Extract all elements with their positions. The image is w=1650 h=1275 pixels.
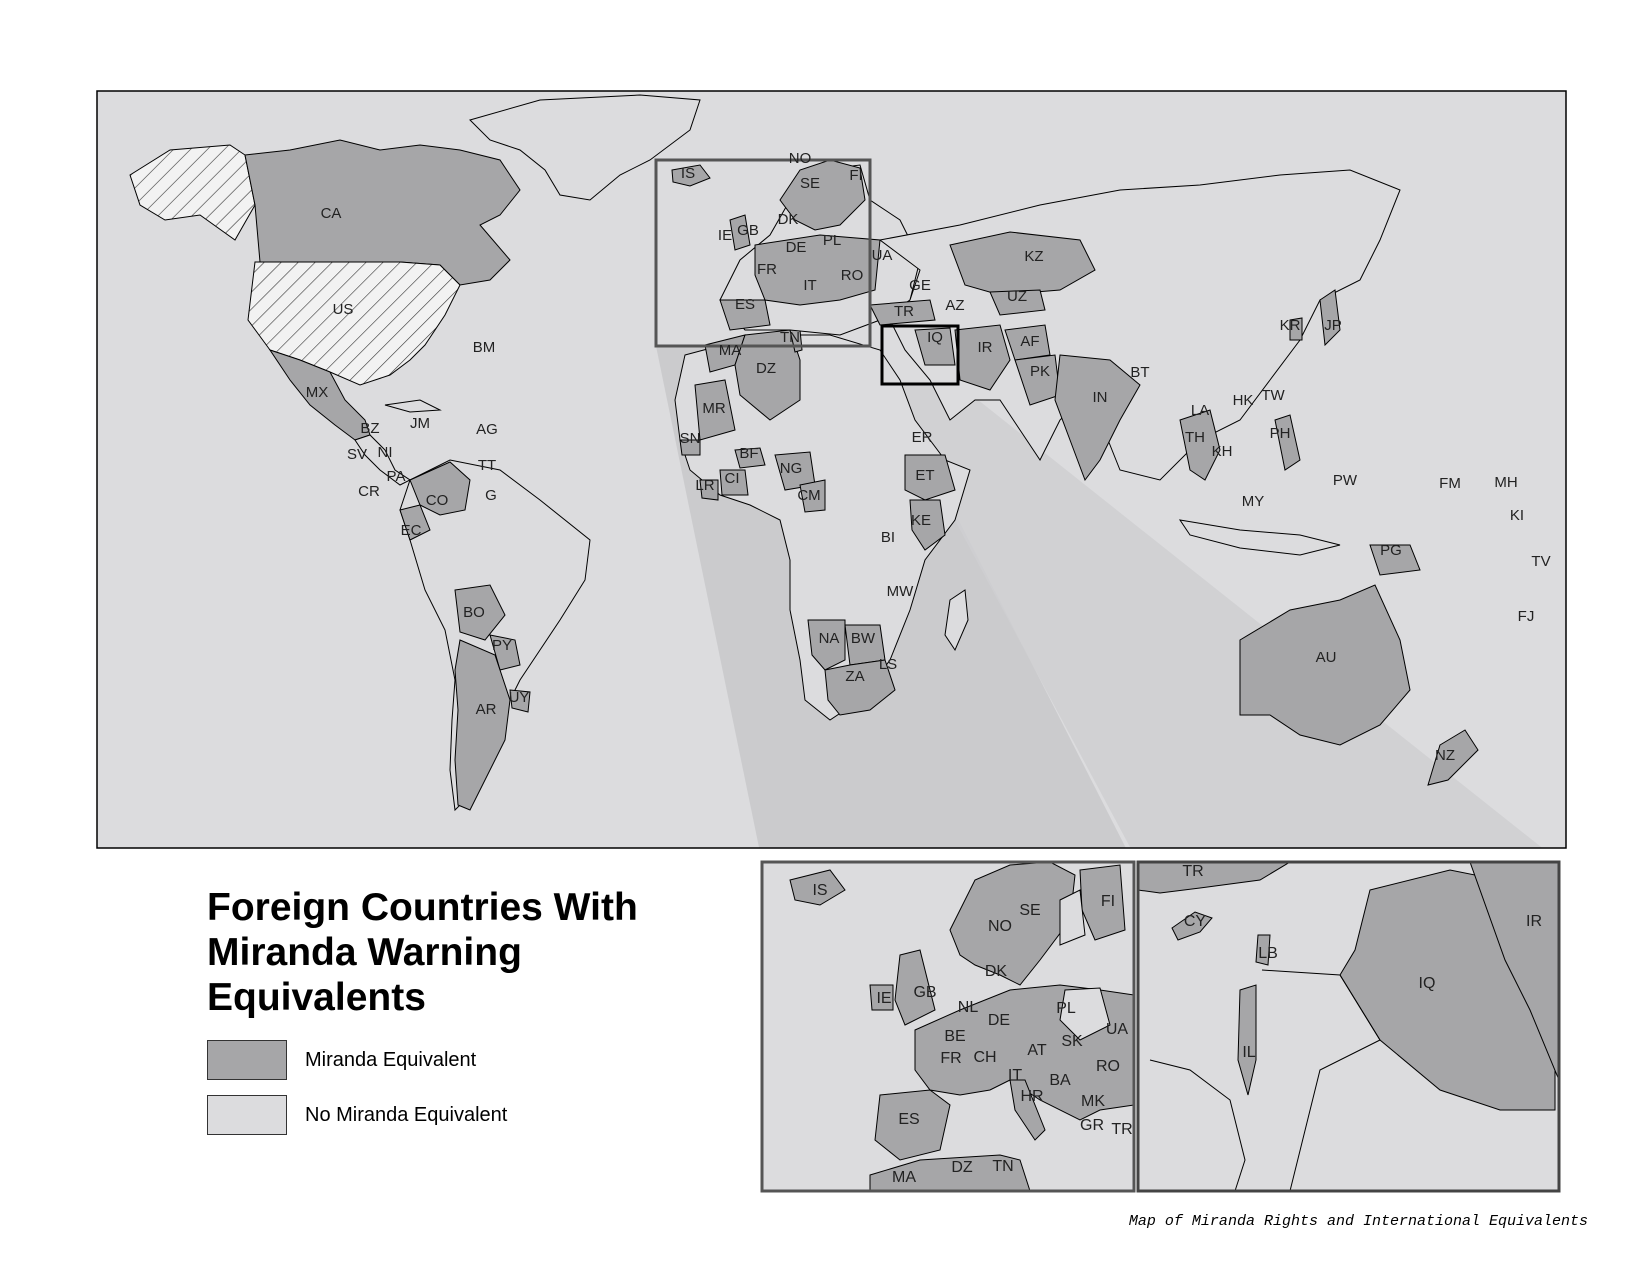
main-map-label-mx: MX bbox=[305, 384, 329, 401]
main-map-label-gb: GB bbox=[737, 222, 759, 239]
europe-inset-label-de: DE bbox=[987, 1012, 1011, 1029]
europe-inset-label-fi: FI bbox=[1100, 893, 1116, 910]
mideast-inset-label-il: IL bbox=[1242, 1044, 1256, 1061]
main-map-label-ar: AR bbox=[475, 701, 497, 718]
main-map-label-ge: GE bbox=[909, 277, 931, 294]
main-map-label-tn: TN bbox=[780, 329, 800, 346]
main-map-label-bo: BO bbox=[463, 604, 485, 621]
europe-inset-label-dk: DK bbox=[984, 963, 1008, 980]
europe-inset-label-it: IT bbox=[1007, 1067, 1023, 1084]
mideast-inset-label-iq: IQ bbox=[1418, 975, 1436, 992]
main-map-label-pl: PL bbox=[822, 232, 842, 249]
europe-inset-label-tn: TN bbox=[992, 1158, 1014, 1175]
europe-inset-label-no: NO bbox=[988, 918, 1012, 935]
main-map-label-af: AF bbox=[1020, 333, 1040, 350]
main-map-label-ke: KE bbox=[910, 512, 932, 529]
main-map-label-bz: BZ bbox=[360, 420, 380, 437]
main-map-label-mw: MW bbox=[886, 583, 914, 600]
main-map-label-se: SE bbox=[799, 175, 821, 192]
main-map-label-de: DE bbox=[785, 239, 807, 256]
main-map-label-au: AU bbox=[1315, 649, 1337, 666]
main-map-label-in: IN bbox=[1092, 389, 1108, 406]
main-map-label-ls: LS bbox=[878, 656, 898, 673]
main-map-label-jp: JP bbox=[1324, 317, 1342, 334]
main-map-label-dk: DK bbox=[777, 211, 799, 228]
main-map-label-cr: CR bbox=[358, 483, 380, 500]
legend-label-no-miranda: No Miranda Equivalent bbox=[305, 1103, 508, 1126]
europe-inset-label-gb: GB bbox=[913, 984, 937, 1001]
europe-inset-label-hr: HR bbox=[1020, 1088, 1044, 1105]
main-map-label-fr: FR bbox=[757, 261, 777, 278]
main-map-label-tt: TT bbox=[477, 457, 497, 474]
main-map-label-et: ET bbox=[915, 467, 935, 484]
main-map-label-la: LA bbox=[1190, 402, 1210, 419]
legend-swatch-miranda bbox=[207, 1040, 287, 1080]
main-map-label-jm: JM bbox=[410, 415, 430, 432]
main-map-label-nz: NZ bbox=[1435, 747, 1455, 764]
main-map-label-us: US bbox=[332, 301, 354, 318]
main-map-label-cm: CM bbox=[797, 487, 821, 504]
europe-inset-label-ch: CH bbox=[973, 1049, 997, 1066]
main-map-label-pa: PA bbox=[386, 468, 406, 485]
main-map-label-ca: CA bbox=[320, 205, 342, 222]
legend-swatch-no-miranda bbox=[207, 1095, 287, 1135]
main-map-label-er: ER bbox=[911, 429, 933, 446]
europe-inset-label-ma: MA bbox=[892, 1169, 916, 1186]
main-map-label-pg: PG bbox=[1380, 542, 1402, 559]
mideast-inset-label-tr: TR bbox=[1182, 863, 1204, 880]
main-map-label-pk: PK bbox=[1029, 363, 1051, 380]
main-map-label-kh: KH bbox=[1211, 443, 1233, 460]
europe-inset-label-ba: BA bbox=[1049, 1072, 1071, 1089]
main-map-label-ng: NG bbox=[779, 460, 803, 477]
main-map-label-pw: PW bbox=[1332, 472, 1358, 489]
main-map-label-ph: PH bbox=[1269, 425, 1291, 442]
main-map-label-py: PY bbox=[491, 637, 513, 654]
main-map-label-dz: DZ bbox=[756, 360, 776, 377]
europe-inset-label-be: BE bbox=[944, 1028, 966, 1045]
legend-item-miranda bbox=[207, 1039, 476, 1081]
europe-inset-label-es: ES bbox=[898, 1111, 920, 1128]
main-map-label-ma: MA bbox=[718, 342, 742, 359]
main-map-label-ci: CI bbox=[724, 470, 740, 487]
main-map-label-bt: BT bbox=[1130, 364, 1150, 381]
figure-caption: Map of Miranda Rights and International Equivalents bbox=[1128, 1213, 1588, 1230]
eu-baltic-sea bbox=[1060, 890, 1085, 945]
europe-inset-label-tr: TR bbox=[1111, 1121, 1133, 1138]
legend-title bbox=[207, 885, 727, 1020]
main-map-label-fj: FJ bbox=[1517, 608, 1535, 625]
main-map-label-fi: FI bbox=[849, 167, 863, 184]
main-map-label-th: TH bbox=[1185, 429, 1205, 446]
main-map-label-ag: AG bbox=[476, 421, 498, 438]
europe-inset-label-pl: PL bbox=[1056, 1000, 1076, 1017]
main-map-label-sn: SN bbox=[679, 430, 701, 447]
main-map-label-ro: RO bbox=[840, 267, 864, 284]
main-map-label-tr: TR bbox=[894, 303, 914, 320]
main-map-label-co: CO bbox=[425, 492, 449, 509]
main-map-label-mr: MR bbox=[702, 400, 726, 417]
main-map-label-ua: UA bbox=[871, 247, 893, 264]
europe-inset-label-ro: RO bbox=[1096, 1058, 1120, 1075]
main-map-label-kr: KR bbox=[1279, 317, 1301, 334]
europe-inset-label-se: SE bbox=[1019, 902, 1041, 919]
mideast-inset-label-cy: CY bbox=[1183, 913, 1207, 930]
main-map-label-za: ZA bbox=[845, 668, 865, 685]
main-map-label-bm: BM bbox=[472, 339, 496, 356]
europe-inset-label-sk: SK bbox=[1061, 1033, 1083, 1050]
mideast-inset-label-lb: LB bbox=[1258, 945, 1278, 962]
europe-inset-label-ie: IE bbox=[876, 990, 892, 1007]
main-map-label-uy: UY bbox=[508, 689, 530, 706]
main-map-label-sv: SV bbox=[346, 446, 368, 463]
europe-inset-label-ua: UA bbox=[1105, 1021, 1129, 1038]
europe-inset-label-is: IS bbox=[812, 882, 828, 899]
main-map-label-uz: UZ bbox=[1007, 288, 1027, 305]
main-map-label-g: G bbox=[485, 487, 497, 504]
legend-title-line-3: Equivalents bbox=[207, 976, 426, 1019]
europe-inset-label-dz: DZ bbox=[951, 1159, 973, 1176]
main-map-label-ec: EC bbox=[400, 522, 422, 539]
main-map-label-bf: BF bbox=[739, 445, 759, 462]
legend-title-line-1: Foreign Countries With bbox=[207, 886, 638, 929]
legend-title-line-2: Miranda Warning bbox=[207, 931, 522, 974]
main-map-label-tv: TV bbox=[1531, 553, 1551, 570]
europe-inset-label-at: AT bbox=[1027, 1042, 1047, 1059]
world-map bbox=[97, 91, 1566, 862]
main-map-label-mh: MH bbox=[1494, 474, 1518, 491]
main-map-label-na: NA bbox=[818, 630, 840, 647]
mideast-inset-label-ir: IR bbox=[1526, 913, 1542, 930]
main-map-label-hk: HK bbox=[1232, 392, 1254, 409]
main-map-label-az: AZ bbox=[945, 297, 965, 314]
main-map-label-no: NO bbox=[788, 150, 812, 167]
main-map-label-it: IT bbox=[803, 277, 817, 294]
mideast-inset bbox=[1138, 862, 1559, 1191]
main-map-label-ie: IE bbox=[717, 227, 733, 244]
main-map-label-bi: BI bbox=[880, 529, 896, 546]
main-map-label-ni: NI bbox=[377, 444, 393, 461]
main-map-label-es: ES bbox=[734, 296, 756, 313]
main-map-label-kz: KZ bbox=[1024, 248, 1044, 265]
europe-inset-label-nl: NL bbox=[957, 999, 979, 1016]
main-map-label-lr: LR bbox=[695, 477, 715, 494]
europe-inset-label-mk: MK bbox=[1081, 1093, 1105, 1110]
legend-item-no-miranda bbox=[207, 1094, 507, 1136]
europe-inset-label-fr: FR bbox=[940, 1050, 962, 1067]
main-map-label-ir: IR bbox=[977, 339, 993, 356]
main-map-label-my: MY bbox=[1241, 493, 1265, 510]
main-map-label-ki: KI bbox=[1509, 507, 1525, 524]
legend-label-miranda: Miranda Equivalent bbox=[305, 1048, 477, 1071]
main-map-label-bw: BW bbox=[850, 630, 876, 647]
europe-inset bbox=[762, 862, 1134, 1191]
main-map-label-tw: TW bbox=[1261, 387, 1285, 404]
main-map-label-is: IS bbox=[680, 165, 696, 182]
europe-inset-label-gr: GR bbox=[1080, 1117, 1104, 1134]
main-map-label-fm: FM bbox=[1439, 475, 1461, 492]
main-map-label-iq: IQ bbox=[927, 329, 943, 346]
